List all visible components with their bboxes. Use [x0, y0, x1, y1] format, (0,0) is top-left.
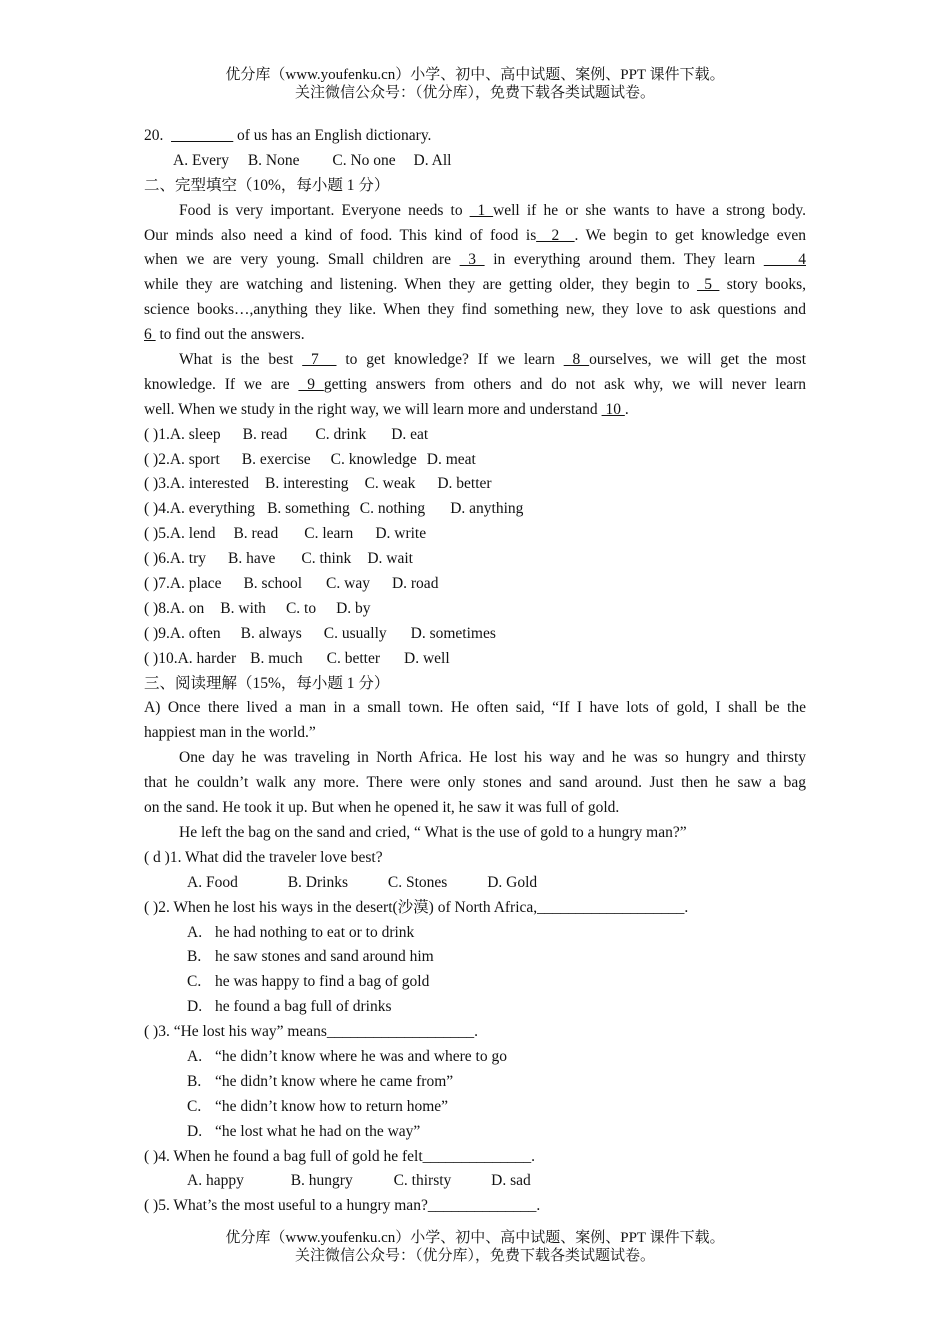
cloze-option-d: D. eat [391, 425, 429, 443]
cloze-question-6 [144, 547, 806, 572]
q20-blank: ________ [171, 127, 234, 144]
reading-q2-stem: ( )2. When he lost his ways in the desert(沙漠) of North Africa,___________________. [144, 898, 689, 916]
reading-q3-option-a: A. “he didn’t know where he was and where to go [187, 1047, 507, 1065]
q20-option-c: C. No one [332, 151, 396, 169]
reading-q4-option-c: C. thirsty [393, 1172, 452, 1190]
cloze-option-d: D. road [391, 575, 439, 593]
cloze-blank-1: _1_ [469, 201, 494, 219]
cloze-question-10 [144, 647, 806, 672]
cloze-question-number: ( )7. [144, 575, 170, 593]
cloze-option-b: B. always [240, 624, 302, 642]
cloze-question-1 [144, 423, 806, 448]
page-footer [0, 1229, 950, 1265]
cloze-question-number: ( )3. [144, 475, 170, 493]
cloze-question-3 [144, 472, 806, 497]
cloze-option-d: D. sometimes [410, 624, 496, 642]
cloze-option-d: D. wait [367, 550, 413, 568]
page-header [0, 66, 950, 102]
cloze-questions [144, 423, 806, 672]
q20-option-b: B. None [247, 151, 300, 169]
reading-q2-option-d: D. he found a bag full of drinks [187, 998, 392, 1016]
cloze-option-c: C. learn [304, 525, 354, 543]
passage-line-4: that he couldn’t walk any more. There were only stones and sand around. Just then he saw a bag [144, 774, 806, 792]
cloze-question-5 [144, 522, 806, 547]
cloze-question-number: ( )9. [144, 624, 170, 642]
cloze-question-number: ( )1. [144, 425, 170, 443]
cloze-p1-line-2: Our minds also need a kind of food. This kind of food is_ 2 _. We begin to get knowledge even [144, 226, 806, 244]
cloze-p2-line-2: knowledge. If we are 9 getting answers from others and do not ask why, we will never learn [144, 375, 806, 393]
cloze-option-a: A. harder [177, 649, 237, 667]
cloze-option-a: A. everything [169, 500, 256, 518]
cloze-option-c: C. weak [364, 475, 416, 493]
cloze-blank-9: 9 [298, 375, 324, 393]
section2-heading: 二、完型填空（10%，每小题 1 分） [144, 176, 390, 194]
reading-q3-option-d: D. “he lost what he had on the way” [187, 1122, 421, 1140]
cloze-option-b: B. have [228, 550, 276, 568]
cloze-option-c: C. knowledge [330, 450, 417, 468]
cloze-p2-line-1: What is the best 7 to get knowledge? If we learn 8 ourselves, we will get the most [179, 351, 806, 369]
cloze-option-b: B. with [220, 599, 266, 617]
reading-q2-option-a: A. he had nothing to eat or to drink [187, 923, 415, 941]
passage-line-2: happiest man in the world.” [144, 724, 316, 742]
cloze-option-a: A. place [169, 575, 222, 593]
cloze-p2-line-3: well. When we study in the right way, we will learn more and understand 10 . [144, 400, 629, 418]
cloze-option-b: B. read [233, 525, 279, 543]
cloze-p1-line-3: when we are very young. Small children are 3 in everything around them. They learn 4 [144, 251, 806, 269]
footer-line-1: 优分库（www.youfenku.cn）小学、初中、高中试题、案例、PPT 课件下载。 [225, 1230, 725, 1246]
reading-q2-option-c: C. he was happy to find a bag of gold [187, 973, 430, 991]
cloze-option-c: C. usually [323, 624, 387, 642]
cloze-option-d: D. write [375, 525, 427, 543]
cloze-option-d: D. anything [450, 500, 524, 518]
cloze-blank-4: 4 [763, 251, 806, 269]
exam-content [144, 124, 806, 1219]
cloze-option-a: A. lend [169, 525, 216, 543]
cloze-blank-2: _ 2 _ [536, 226, 575, 244]
header-line-2: 关注微信公众号：（优分库），免费下载各类试题试卷。 [294, 85, 655, 101]
cloze-question-9 [144, 622, 806, 647]
cloze-blank-8: 8 [563, 351, 590, 369]
reading-q1-option-b: B. Drinks [287, 873, 348, 891]
section3-heading: 三、阅读理解（15%，每小题 1 分） [144, 674, 390, 692]
cloze-question-4 [144, 497, 806, 522]
cloze-option-b: B. read [242, 425, 288, 443]
reading-q4-stem: ( )4. When he found a bag full of gold he felt______________. [144, 1147, 536, 1165]
passage-line-5: on the sand. He took it up. But when he opened it, he saw it was full of gold. [144, 799, 620, 817]
cloze-option-c: C. think [301, 550, 352, 568]
passage-line-1: A) Once there lived a man in a small town. He often said, “If I have lots of gold, I shall be the [144, 699, 806, 717]
cloze-option-c: C. nothing [359, 500, 426, 518]
q20-option-d: D. All [413, 151, 452, 169]
cloze-question-number: ( )4. [144, 500, 170, 518]
cloze-option-a: A. sleep [169, 425, 221, 443]
cloze-option-d: D. better [437, 475, 492, 493]
q20-option-a: A. Every [173, 151, 229, 169]
cloze-option-c: C. to [285, 599, 317, 617]
cloze-option-b: B. something [267, 500, 350, 518]
cloze-question-number: ( )8. [144, 599, 170, 617]
cloze-option-c: C. better [326, 649, 381, 667]
reading-q3-stem: ( )3. “He lost his way” means___________________. [144, 1023, 479, 1041]
cloze-question-2 [144, 448, 806, 473]
cloze-blank-5: 5 [696, 276, 720, 294]
cloze-p1-line-5: science books…,anything they like. When they find something new, they love to ask questions and [144, 301, 806, 319]
reading-q1-option-d: D. Gold [487, 873, 538, 891]
cloze-question-number: ( )10. [144, 649, 178, 667]
cloze-option-a: A. try [169, 550, 206, 568]
reading-q3-option-b: B. “he didn’t know where he came from” [187, 1072, 454, 1090]
cloze-p1-line-6: 6 to find out the answers. [144, 326, 305, 344]
reading-q4-option-a: A. happy [187, 1172, 244, 1190]
footer-line-2: 关注微信公众号：（优分库），免费下载各类试题试卷。 [294, 1248, 655, 1264]
cloze-blank-3: 3 [459, 251, 485, 269]
reading-q1-stem: ( d )1. What did the traveler love best? [144, 848, 383, 866]
cloze-option-b: B. exercise [241, 450, 311, 468]
cloze-option-d: D. by [336, 599, 371, 617]
reading-q1-options [144, 871, 806, 896]
reading-q2-option-b: B. he saw stones and sand around him [187, 948, 434, 966]
cloze-question-8 [144, 597, 806, 622]
q20-stem [144, 124, 806, 149]
reading-q1-option-a: A. Food [187, 873, 238, 891]
cloze-option-a: A. on [169, 599, 205, 617]
reading-q4-options [144, 1169, 806, 1194]
cloze-option-b: B. much [250, 649, 303, 667]
passage-line-6: He left the bag on the sand and cried, “ What is the use of gold to a hungry man?” [179, 823, 687, 841]
cloze-question-number: ( )2. [144, 450, 170, 468]
cloze-question-number: ( )6. [144, 550, 170, 568]
reading-q5-stem: ( )5. What’s the most useful to a hungry man?______________. [144, 1197, 541, 1215]
reading-q4-option-b: B. hungry [290, 1172, 353, 1190]
reading-q1-option-c: C. Stones [387, 873, 448, 891]
cloze-option-c: C. way [326, 575, 370, 593]
cloze-option-a: A. interested [169, 475, 250, 493]
cloze-question-number: ( )5. [144, 525, 170, 543]
cloze-option-c: C. drink [315, 425, 367, 443]
cloze-question-7 [144, 572, 806, 597]
cloze-p1-line-1: Food is very important. Everyone needs to _1_well if he or she wants to have a strong body. [179, 201, 806, 219]
cloze-option-b: B. interesting [265, 475, 349, 493]
q20-number: 20. [144, 127, 164, 144]
reading-q3-option-c: C. “he didn’t know how to return home” [187, 1097, 449, 1115]
cloze-p1-line-4: while they are watching and listening. When they are getting older, they begin to 5 story books, [144, 276, 806, 294]
cloze-option-d: D. meat [426, 450, 476, 468]
cloze-option-d: D. well [404, 649, 450, 667]
cloze-option-a: A. often [169, 624, 221, 642]
cloze-blank-6: 6 [144, 326, 156, 344]
cloze-option-b: B. school [243, 575, 303, 593]
q20-options [144, 149, 806, 174]
q20-text: of us has an English dictionary. [233, 127, 432, 144]
reading-q4-option-d: D. sad [491, 1172, 531, 1190]
header-line-1: 优分库（www.youfenku.cn）小学、初中、高中试题、案例、PPT 课件下载。 [225, 67, 725, 83]
cloze-blank-10: 10 [601, 400, 625, 418]
cloze-option-a: A. sport [169, 450, 220, 468]
passage-line-3: One day he was traveling in North Africa. He lost his way and he was so hungry and thirsty [179, 749, 806, 767]
cloze-blank-7: 7 [302, 351, 337, 369]
